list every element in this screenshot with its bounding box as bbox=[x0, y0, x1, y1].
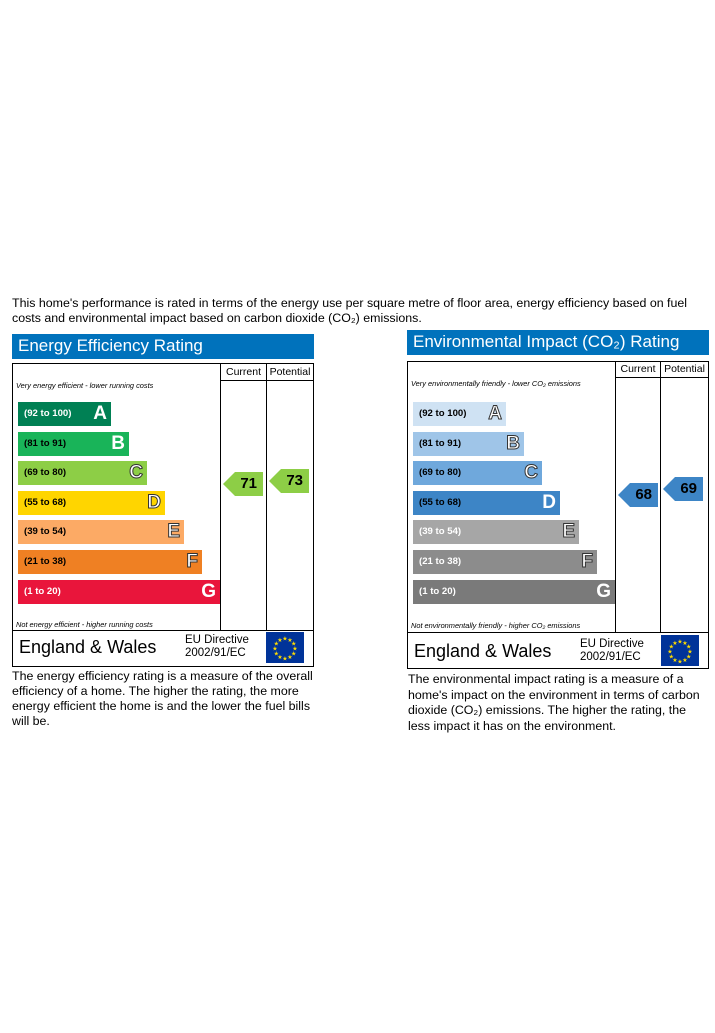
star-icon: ★ bbox=[687, 649, 693, 656]
environment-potential-value: 69 bbox=[680, 480, 697, 497]
band-letter: A bbox=[93, 403, 107, 424]
environment-header-line bbox=[615, 377, 708, 378]
star-icon: ★ bbox=[277, 637, 283, 644]
band-c bbox=[18, 461, 147, 485]
energy-potential-arrow bbox=[269, 469, 309, 493]
band-range: (1 to 20) bbox=[419, 585, 456, 597]
band-d bbox=[413, 491, 560, 515]
band-range: (92 to 100) bbox=[419, 408, 467, 419]
energy-region: England & Wales bbox=[19, 637, 157, 657]
star-icon: ★ bbox=[272, 646, 278, 653]
environment-potential-arrow bbox=[663, 477, 703, 501]
band-letter: D bbox=[147, 491, 161, 513]
energy-directive-line2: 2002/91/EC bbox=[185, 647, 246, 659]
band-f bbox=[18, 550, 202, 574]
energy-footer-line bbox=[12, 630, 314, 631]
energy-title: Energy Efficiency Rating bbox=[12, 334, 314, 359]
energy-bottom-note: Not energy efficient - higher running costs bbox=[16, 620, 153, 629]
band-g bbox=[413, 580, 615, 604]
environment-description: The environmental impact rating is a measure of a home's impact on the environment in terms of carbon dioxide (CO₂) emissions. The higher the rating, the less impact it has on the environment. bbox=[408, 672, 700, 733]
band-range: (69 to 80) bbox=[419, 467, 462, 479]
star-icon: ★ bbox=[672, 640, 678, 647]
energy-directive-line1: EU Directive bbox=[185, 634, 249, 646]
band-letter: F bbox=[581, 551, 593, 572]
star-icon: ★ bbox=[668, 644, 674, 651]
environment-title: Environmental Impact (CO₂) Rating bbox=[407, 330, 709, 355]
band-range: (69 to 80) bbox=[24, 467, 67, 479]
star-icon: ★ bbox=[677, 639, 683, 646]
band-letter: B bbox=[111, 432, 125, 454]
band-range: (55 to 68) bbox=[419, 496, 462, 508]
star-icon: ★ bbox=[273, 651, 279, 658]
band-range: (21 to 38) bbox=[419, 556, 462, 567]
star-icon: ★ bbox=[287, 637, 293, 644]
energy-divider-current bbox=[220, 363, 221, 630]
eu-flag-icon bbox=[266, 632, 304, 663]
star-icon: ★ bbox=[282, 656, 288, 663]
environment-region: England & Wales bbox=[414, 641, 552, 661]
eu-flag-icon bbox=[661, 635, 699, 666]
star-icon: ★ bbox=[273, 641, 279, 648]
band-e bbox=[18, 520, 184, 544]
star-icon: ★ bbox=[667, 649, 673, 656]
energy-current-value: 71 bbox=[240, 475, 257, 492]
star-icon: ★ bbox=[282, 636, 288, 643]
band-range: (1 to 20) bbox=[24, 585, 61, 597]
band-letter: G bbox=[201, 580, 216, 602]
environment-directive bbox=[580, 638, 644, 664]
band-letter: B bbox=[506, 432, 520, 454]
band-letter: A bbox=[488, 403, 502, 424]
band-letter: G bbox=[596, 580, 611, 602]
band-letter: D bbox=[542, 491, 556, 513]
energy-potential-value: 73 bbox=[286, 472, 303, 489]
environment-divider-current bbox=[615, 361, 616, 632]
environment-top-note: Very environmentally friendly - lower CO₂ emissions bbox=[411, 379, 581, 388]
environment-footer-line bbox=[407, 632, 709, 633]
environment-directive-line2: 2002/91/EC bbox=[580, 651, 641, 663]
band-range: (55 to 68) bbox=[24, 496, 67, 508]
environment-potential-header: Potential bbox=[664, 363, 705, 375]
environment-current-header: Current bbox=[620, 363, 656, 375]
band-e bbox=[413, 520, 579, 544]
band-a bbox=[18, 402, 111, 426]
star-icon: ★ bbox=[672, 658, 678, 665]
band-letter: E bbox=[562, 521, 575, 543]
band-range: (39 to 54) bbox=[419, 526, 462, 538]
star-icon: ★ bbox=[277, 655, 283, 662]
band-b bbox=[413, 432, 524, 456]
star-icon: ★ bbox=[682, 640, 688, 647]
star-icon: ★ bbox=[686, 644, 692, 651]
energy-header-line bbox=[220, 380, 313, 381]
band-f bbox=[413, 550, 597, 574]
star-icon: ★ bbox=[287, 655, 293, 662]
band-letter: C bbox=[524, 462, 538, 484]
energy-divider-potential bbox=[266, 363, 267, 630]
energy-description: The energy efficiency rating is a measure of the overall efficiency of a home. The higher the rating, the more energy efficient the home is and the lower the fuel bills will be. bbox=[12, 669, 313, 728]
band-range: (92 to 100) bbox=[24, 408, 72, 419]
energy-directive bbox=[185, 634, 249, 660]
band-a bbox=[413, 402, 506, 426]
band-g bbox=[18, 580, 220, 604]
energy-potential-header: Potential bbox=[269, 366, 311, 378]
environment-divider-potential bbox=[660, 361, 661, 632]
star-icon: ★ bbox=[291, 651, 297, 658]
band-range: (39 to 54) bbox=[24, 526, 67, 538]
band-letter: E bbox=[167, 521, 180, 543]
intro-text: This home's performance is rated in terms of the energy use per square metre of floor area, energy efficiency based on fuel costs and environmental impact based on carbon dioxide (CO₂) emissions. bbox=[12, 296, 688, 325]
band-range: (21 to 38) bbox=[24, 556, 67, 567]
star-icon: ★ bbox=[686, 654, 692, 661]
band-d bbox=[18, 491, 165, 515]
star-icon: ★ bbox=[668, 654, 674, 661]
star-icon: ★ bbox=[682, 658, 688, 665]
energy-top-note: Very energy efficient - lower running costs bbox=[16, 381, 154, 390]
band-letter: F bbox=[186, 551, 198, 572]
star-icon: ★ bbox=[292, 646, 298, 653]
energy-current-header: Current bbox=[225, 366, 261, 378]
energy-current-arrow bbox=[223, 472, 263, 496]
star-icon: ★ bbox=[291, 641, 297, 648]
eu-stars-icon bbox=[661, 635, 699, 666]
eu-stars-icon bbox=[266, 632, 304, 663]
environment-bottom-note: Not environmentally friendly - higher CO₂ emissions bbox=[411, 621, 581, 630]
band-letter: C bbox=[129, 462, 143, 484]
environment-current-value: 68 bbox=[635, 486, 652, 503]
environment-current-arrow bbox=[618, 483, 658, 507]
band-range: (81 to 91) bbox=[419, 437, 462, 449]
star-icon: ★ bbox=[677, 659, 683, 666]
environment-directive-line1: EU Directive bbox=[580, 638, 644, 650]
band-c bbox=[413, 461, 542, 485]
band-range: (81 to 91) bbox=[24, 437, 67, 449]
band-b bbox=[18, 432, 129, 456]
